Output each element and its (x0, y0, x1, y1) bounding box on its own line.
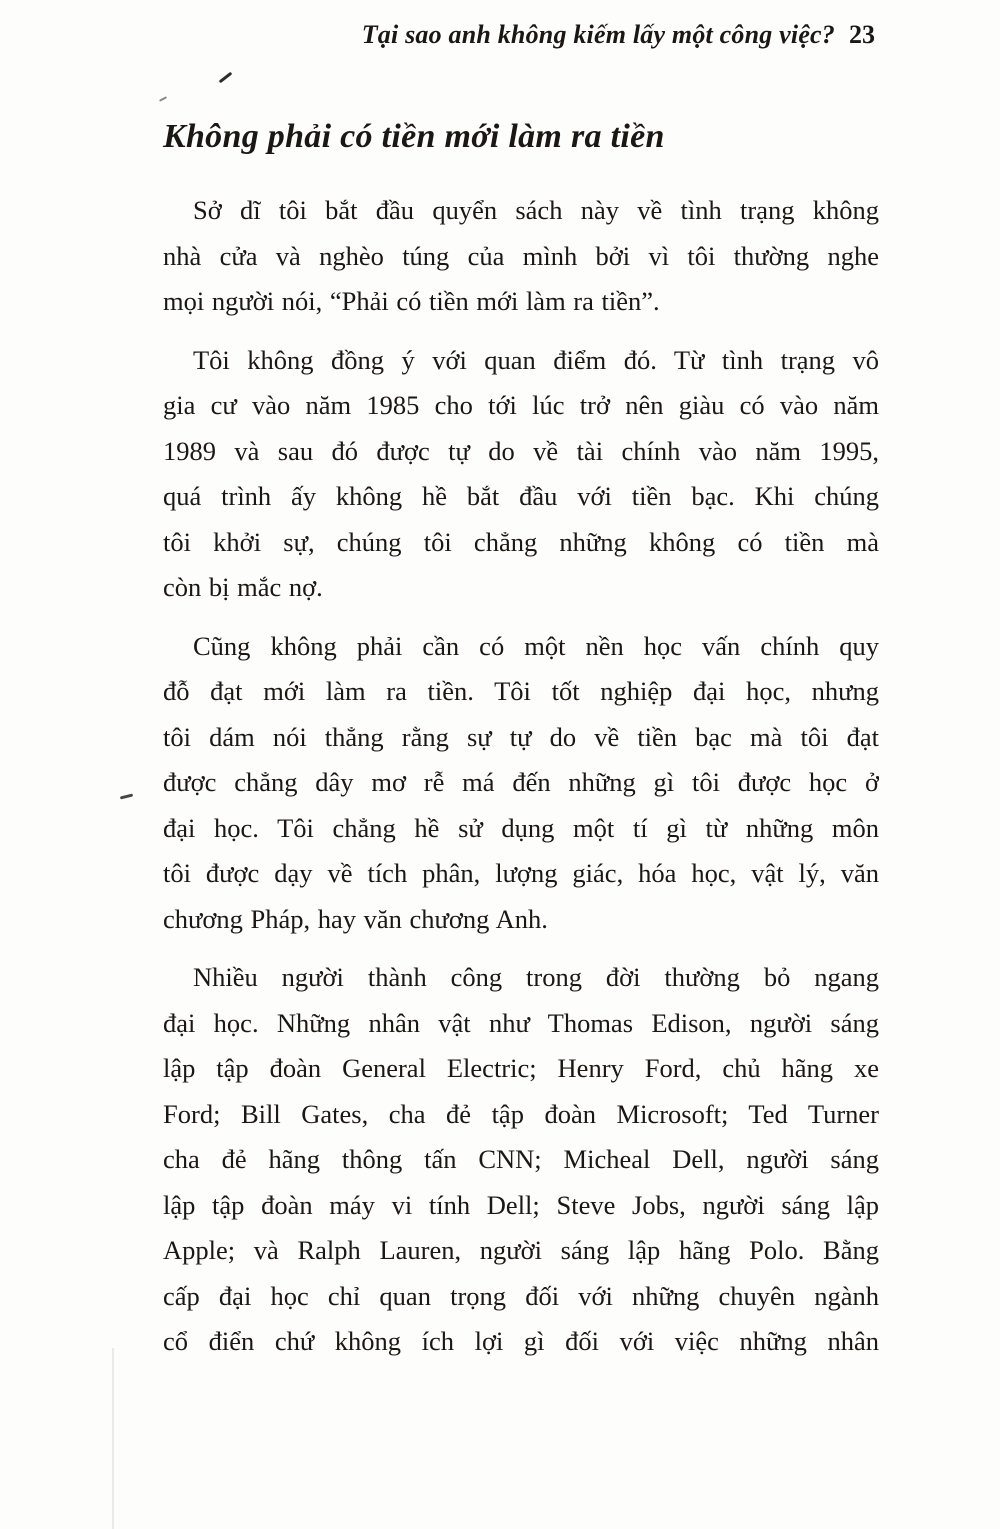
section-heading: Không phải có tiền mới làm ra tiền (163, 118, 665, 155)
scan-gutter-shadow (112, 1348, 114, 1529)
text-line: mọi người nói, “Phải có tiền mới làm ra tiền”. (163, 286, 660, 316)
text-line: Cũng không phải cần có một nền học vấn chính quy (193, 630, 879, 661)
text-line: Tôi không đồng ý với quan điểm đó. Từ tình trạng vô (193, 344, 879, 375)
text-line: đỗ đạt mới làm ra tiền. Tôi tốt nghiệp đại học, nhưng (163, 676, 879, 706)
body-text (163, 112, 879, 1365)
scan-speck-margin (120, 793, 133, 799)
scan-speck-dot (159, 96, 167, 102)
running-header (362, 20, 875, 50)
running-header-title: Tại sao anh không kiếm lấy một công việc? (361, 20, 835, 49)
text-line: cấp đại học chỉ quan trọng đối với những chuyên ngành (163, 1280, 879, 1311)
text-line: tôi khởi sự, chúng tôi chẳng những không có tiền mà (163, 526, 879, 557)
text-line: cổ điển chứ không ích lợi gì đối với việc những nhân (163, 1326, 879, 1356)
text-line: cha đẻ hãng thông tấn CNN; Micheal Dell, người sáng (163, 1144, 879, 1174)
text-line: Ford; Bill Gates, cha đẻ tập đoàn Microsoft; Ted Turner (163, 1098, 879, 1129)
text-line: còn bị mắc nợ. (163, 572, 323, 602)
text-line: Nhiều người thành công trong đời thường bỏ ngang (193, 962, 879, 992)
text-line: tôi được dạy về tích phân, lượng giác, hóa học, vật lý, văn (163, 858, 879, 888)
text-line: chương Pháp, hay văn chương Anh. (163, 903, 548, 934)
text-line: gia cư vào năm 1985 cho tới lúc trở nên giàu có vào năm (163, 390, 879, 420)
paragraph-3 (163, 624, 879, 943)
paragraph-4 (163, 955, 879, 1365)
text-line: tôi dám nói thẳng rằng sự tự do về tiền bạc mà tôi đạt (163, 721, 879, 752)
text-line: nhà cửa và nghèo túng của mình bởi vì tôi thường nghe (163, 240, 879, 271)
text-line: đại học. Tôi chẳng hề sử dụng một tí gì từ những môn (163, 812, 879, 843)
text-line: được chẳng dây mơ rễ má đến những gì tôi được học ở (163, 767, 879, 797)
text-line: đại học. Những nhân vật như Thomas Edison, người sáng (163, 1007, 879, 1038)
text-line: Apple; và Ralph Lauren, người sáng lập hãng Polo. Bằng (163, 1235, 879, 1265)
page-number: 23 (849, 20, 875, 49)
paragraph-2 (163, 338, 879, 611)
scan-speck-slash (219, 72, 233, 84)
text-line: 1989 và sau đó được tự do về tài chính vào năm 1995, (163, 435, 879, 466)
text-line: lập tập đoàn General Electric; Henry Ford, chủ hãng xe (163, 1053, 879, 1083)
paragraph-1 (163, 188, 879, 325)
text-line: lập tập đoàn máy vi tính Dell; Steve Jobs, người sáng lập (163, 1189, 879, 1220)
text-line: quá trình ấy không hề bắt đầu với tiền bạc. Khi chúng (163, 481, 879, 511)
text-line: Sở dĩ tôi bắt đầu quyển sách này về tình trạng không (193, 195, 879, 225)
